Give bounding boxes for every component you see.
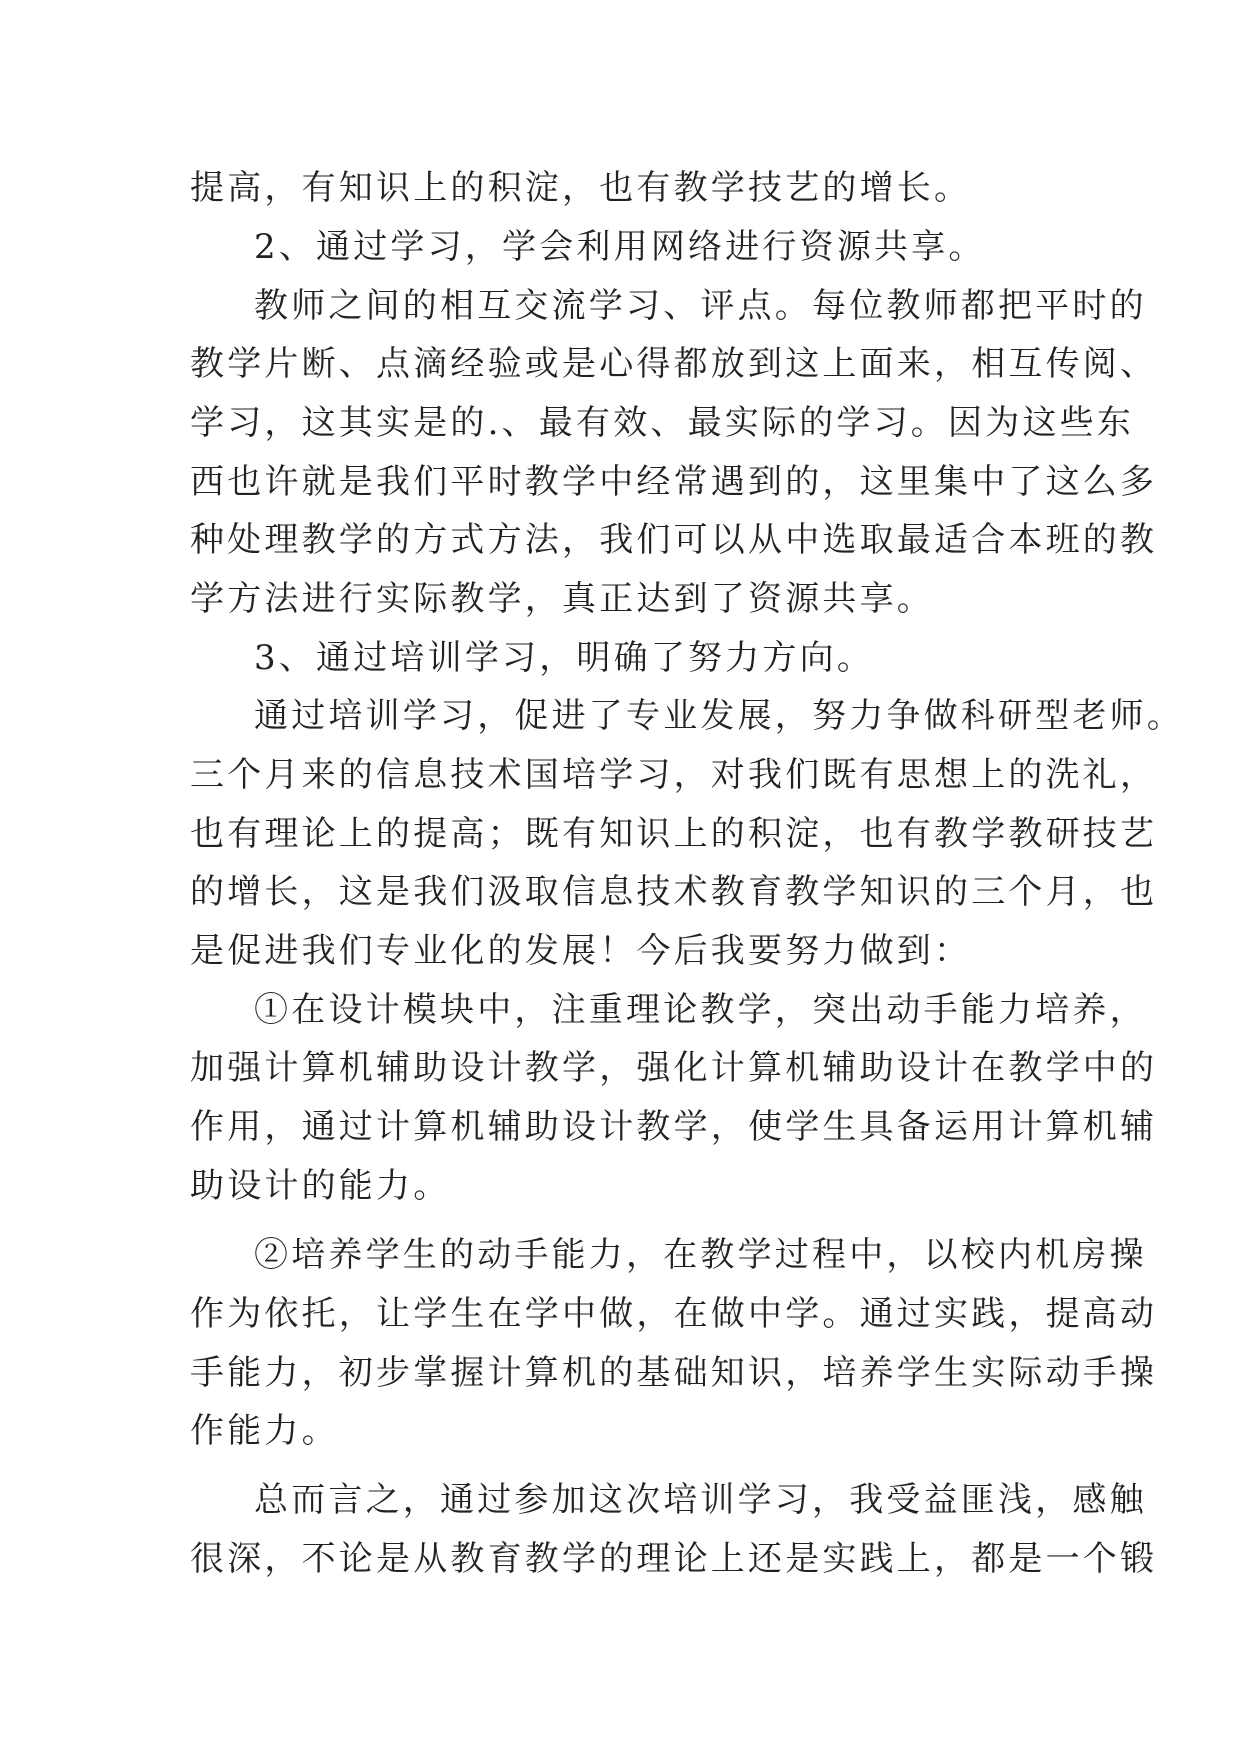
text-line: 通过培训学习，促进了专业发展，努力争做科研型老师。 <box>254 696 1184 736</box>
list-item: ②培养学生的动手能力，在教学过程中，以校内机房操 <box>254 1235 1147 1275</box>
text-line: 教师之间的相互交流学习、评点。每位教师都把平时的 <box>254 286 1147 326</box>
text-line: 手能力，初步掌握计算机的基础知识，培养学生实际动手操 <box>190 1353 1158 1393</box>
text-line: 也有理论上的提高；既有知识上的积淀，也有教学教研技艺 <box>190 814 1158 854</box>
text-line: 很深，不论是从教育教学的理论上还是实践上，都是一个锻 <box>190 1539 1158 1579</box>
list-item: ①在设计模块中，注重理论教学，突出动手能力培养， <box>254 990 1147 1030</box>
text-line: 加强计算机辅助设计教学，强化计算机辅助设计在教学中的 <box>190 1048 1158 1088</box>
section-heading: 3、通过培训学习，明确了努力方向。 <box>254 638 875 678</box>
text-line: 作能力。 <box>190 1411 339 1451</box>
text-line: 提高，有知识上的积淀，也有教学技艺的增长。 <box>190 168 972 208</box>
text-line: 作为依托，让学生在学中做，在做中学。通过实践，提高动 <box>190 1294 1158 1334</box>
text-line: 助设计的能力。 <box>190 1166 451 1206</box>
text-line: 西也许就是我们平时教学中经常遇到的，这里集中了这么多 <box>190 462 1158 502</box>
text-line: 的增长，这是我们汲取信息技术教育教学知识的三个月，也 <box>190 872 1158 912</box>
text-line: 教学片断、点滴经验或是心得都放到这上面来，相互传阅、 <box>190 344 1158 384</box>
text-line: 三个月来的信息技术国培学习，对我们既有思想上的洗礼， <box>190 755 1158 795</box>
text-line: 是促进我们专业化的发展！今后我要努力做到： <box>190 931 972 971</box>
text-line: 学方法进行实际教学，真正达到了资源共享。 <box>190 579 934 619</box>
section-heading: 2、通过学习，学会利用网络进行资源共享。 <box>254 227 986 267</box>
text-line: 学习，这其实是的.、最有效、最实际的学习。因为这些东 <box>190 403 1135 443</box>
text-line: 种处理教学的方式方法，我们可以从中选取最适合本班的教 <box>190 520 1158 560</box>
text-line: 作用，通过计算机辅助设计教学，使学生具备运用计算机辅 <box>190 1107 1158 1147</box>
text-line: 总而言之，通过参加这次培训学习，我受益匪浅，感触 <box>254 1480 1147 1520</box>
